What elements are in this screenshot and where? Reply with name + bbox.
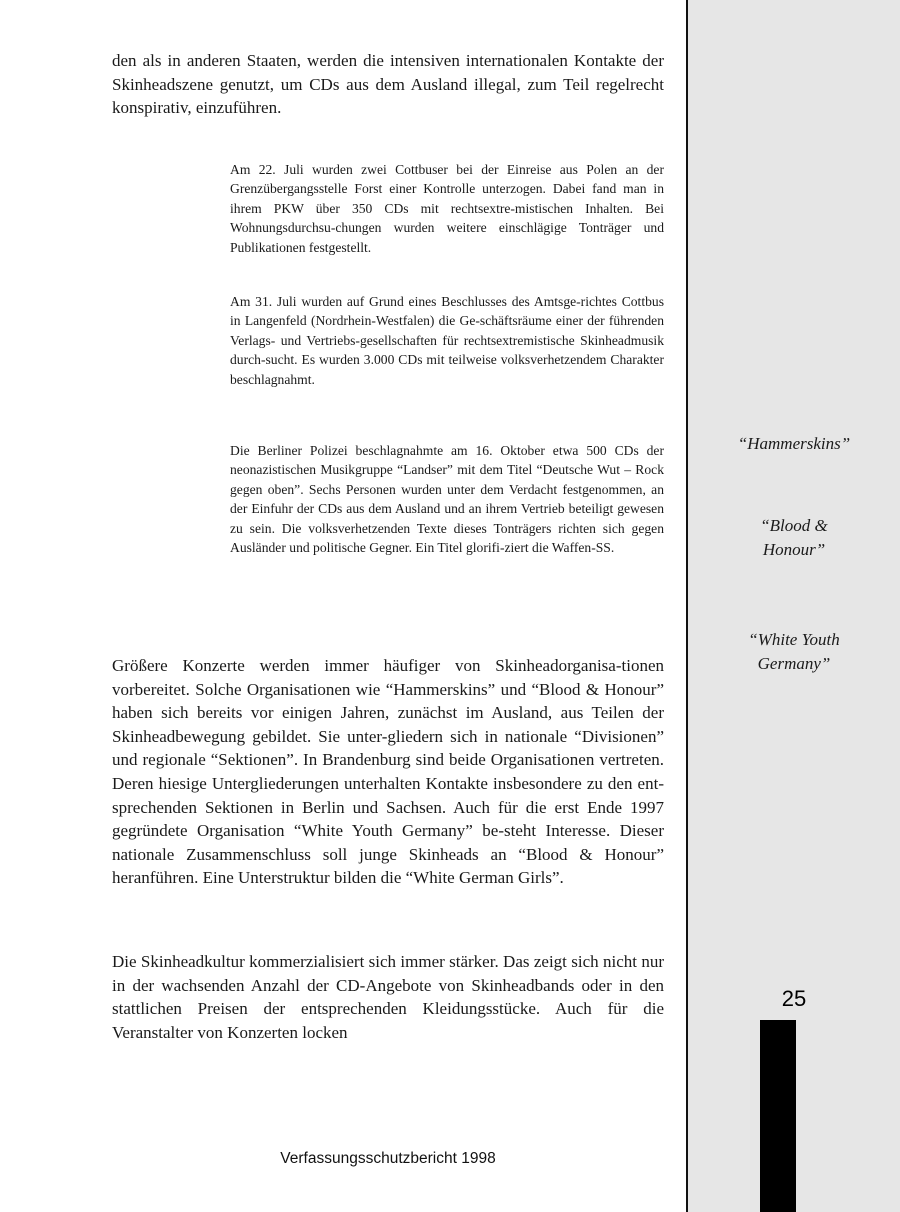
thumb-index-tab [760,1020,796,1212]
case-paragraph-cottbus: Am 22. Juli wurden zwei Cottbuser bei der Einreise aus Polen an der Grenzübergangsstelle Forst einer Kontrolle unterzogen. Dabei fand man in ihrem PKW über 350 CDs mit rechtsextre-mistischen Inhalten. Bei Wohnungsdurchsu-chungen wurden weitere einschlägige Tonträger und Publikationen festgestellt. [230,162,664,255]
margin-note-blood-honour: “Blood & Honour” [760,516,828,559]
concerts-paragraph: Größere Konzerte werden immer häufiger von Skinheadorganisa-tionen vorbereitet. Solche Organisationen wie “Hammerskins” und “Blood & Honour” haben sich bereits vor einigen Jahren, zunächst im Ausland, aus Teilen der Skinheadbewegung gebildet. Sie unter-gliedern sich in nationale “Divisionen” und regionale “Sektionen”. In Brandenburg sind beide Organisationen vertreten. Deren hiesige Untergliederungen unterhalten Kontakte insbesondere zu den ent-sprechenden Sektionen in Berlin und Sachsen. Auch für die erst Ende 1997 gegründete Organisation “White Youth Germany” be-steht Interesse. Dieser nationale Zusammenschluss soll junge Skinheads an “Blood & Honour” heranführen. Eine Unterstruktur bilden die “White German Girls”. [112,656,664,888]
footer-title: Verfassungsschutzbericht 1998 [280,1150,496,1167]
page-number: 25 [781,986,807,1011]
case-paragraph-berlin: Die Berliner Polizei beschlagnahmte am 16. Oktober etwa 500 CDs der neonazistischen Musikgruppe “Landser” mit dem Titel “Deutsche Wut – Rock gegen oben”. Sechs Personen wurden unter dem Verdacht festgenommen, an der Einfuhr der CDs aus dem Ausland und an ihrem Vertrieb beteiligt gewesen zu sein. Die volksverhetzenden Texte dieses Tonträgers richten sich gegen Ausländer und politische Gegner. Ein Titel glorifi-ziert die Waffen-SS. [230,443,664,556]
margin-note-white-youth: “White Youth Germany” [748,630,840,673]
intro-paragraph: den als in anderen Staaten, werden die intensiven internationalen Kontakte der Skinheadszene genutzt, um CDs aus dem Ausland illegal, zum Teil regelrecht konspirativ, einzuführen. [112,51,664,118]
commercialization-paragraph: Die Skinheadkultur kommerzialisiert sich immer stärker. Das zeigt sich nicht nur in der wachsenden Anzahl der CD-Angebote von Skinheadbands oder in den stattlichen Preisen der entsprechenden Kleidungsstücke. Auch für die Veranstalter von Konzerten locken [112,952,664,1042]
margin-note-hammerskins: “Hammerskins” [737,434,851,453]
sidebar [686,0,900,1212]
case-paragraph-langenfeld: Am 31. Juli wurden auf Grund eines Beschlusses des Amtsge-richtes Cottbus in Langenfeld (Nordrhein-Westfalen) die Ge-schäftsräume einer der führenden Verlags- und Vertriebs-gesellschaften für rechtsextremistische Skinheadmusik durch-sucht. Es wurden 3.000 CDs mit teilweise volksverhetzendem Charakter beschlagnahmt. [230,294,664,387]
